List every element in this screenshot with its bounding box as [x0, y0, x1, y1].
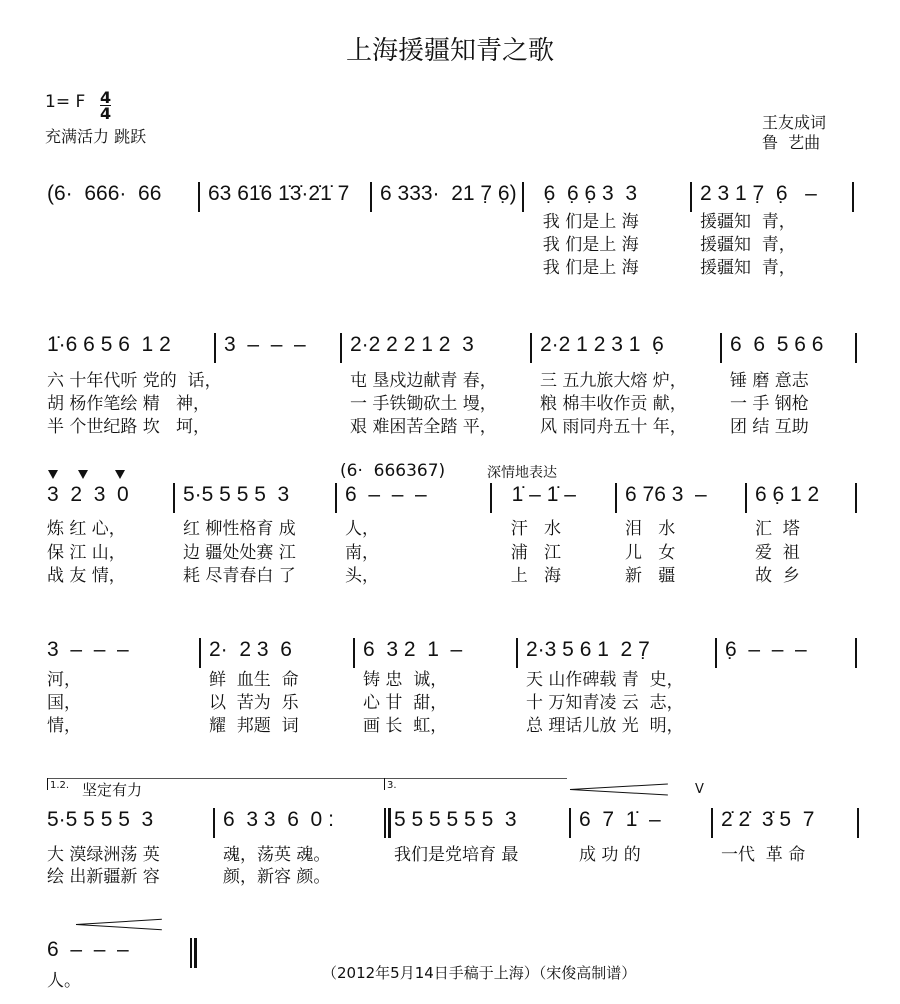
lyricist-credit: 王友成词	[762, 113, 827, 132]
lyric-verse-3: 上 海	[500, 566, 562, 586]
barline	[857, 808, 859, 838]
measure-notes: 6̣ – – –	[725, 638, 807, 661]
lyric-verse-1: 我 们是上 海	[532, 212, 639, 232]
lyric-verse-3: 艰 难困苦全踏 平，	[350, 417, 497, 437]
barline	[214, 333, 216, 363]
barline	[615, 483, 617, 513]
time-signature	[100, 90, 111, 121]
volta-expression: 坚定有力	[82, 781, 143, 799]
barline	[384, 808, 386, 838]
measure-notes: 3 – – –	[224, 333, 306, 356]
measure-notes: 5·5 5 5 5 3	[47, 808, 154, 831]
measure-notes: 2· 2 3 6	[209, 638, 292, 661]
measure-notes: 6 333· 21 7̣ 6̣)	[380, 182, 517, 205]
barline	[370, 182, 372, 212]
lyric-verse-1: 人，	[345, 519, 379, 539]
measure-notes: 1̇ – 1̇ –	[500, 483, 576, 506]
measure-notes: 6 76 3 –	[625, 483, 707, 506]
breath-mark: V	[695, 782, 704, 797]
time-top: 4	[100, 88, 112, 107]
measure-notes: 6̣ 6̣ 6̣ 3 3	[532, 182, 638, 205]
measure-notes: 6 3 3 6 0 :	[223, 808, 334, 831]
lyric-verse-1: 泪 水	[625, 519, 676, 539]
lyric-verse-1: 一代 革 命	[721, 845, 806, 865]
barline	[340, 333, 342, 363]
lyric-verse-2: 援疆知 青，	[700, 235, 796, 255]
measure-notes: 6 – – –	[47, 938, 129, 961]
footer-note: （2012年5月14日手稿于上海）（宋俊高制谱）	[322, 964, 637, 982]
lyric-verse-2: 粮 棉丰收作贡 献，	[540, 394, 687, 414]
lyric-verse-1: 人。	[47, 971, 81, 991]
lyric-verse-3: 总 理话儿放 光 明，	[526, 716, 684, 736]
lyric-verse-1: 天 山作碑载 青 史，	[526, 670, 684, 690]
barline	[199, 638, 201, 668]
measure-notes: 1̇·6 6 5 6 1 2	[47, 333, 171, 356]
measure-notes: 3 2 3 0	[47, 483, 129, 506]
barline	[745, 483, 747, 513]
volta-bracket-tick	[47, 778, 48, 790]
measure-notes: 2·2 1 2 3 1 6̣	[540, 333, 664, 356]
lyric-verse-2: 国，	[47, 693, 81, 713]
lyric-verse-2: 一 手铁锄砍土 墁，	[350, 394, 497, 414]
lyric-verse-2: 边 疆处处赛 江	[183, 543, 296, 563]
lyric-verse-1: 炼 红 心，	[47, 519, 126, 539]
lyric-verse-3: 新 疆	[625, 566, 676, 586]
measure-notes: 3 – – –	[47, 638, 129, 661]
barline	[690, 182, 692, 212]
measure-notes: 2̇ 2̇ 3̇ 5 7	[721, 808, 815, 831]
lyric-verse-2: 十 万知青凌 云 志，	[526, 693, 684, 713]
measure-notes: 5·5 5 5 5 3	[183, 483, 290, 506]
lyric-verse-3: 风 雨同舟五十 年，	[540, 417, 687, 437]
barline	[490, 483, 492, 513]
barline	[516, 638, 518, 668]
lyric-verse-2: 颜，新容 颜。	[223, 867, 331, 887]
song-title: 上海援疆知青之歌	[345, 36, 554, 66]
lyric-verse-1: 三 五九旅大熔 炉，	[540, 371, 687, 391]
lyric-verse-1: 屯 垦戍边献青 春，	[350, 371, 497, 391]
lyric-verse-3: 我 们是上 海	[532, 258, 639, 278]
volta-bracket-tick	[384, 778, 385, 790]
lyric-verse-3: 援疆知 青，	[700, 258, 796, 278]
lyric-verse-3: 头，	[345, 566, 379, 586]
lyric-verse-2: 儿 女	[625, 543, 676, 563]
lyric-verse-2: 绘 出新疆新 容	[47, 867, 160, 887]
interlude-notes: (6· 666367)	[340, 461, 446, 481]
lyric-verse-1: 铸 忠 诚，	[363, 670, 448, 690]
barline	[855, 638, 857, 668]
lyric-verse-2: 浦 江	[500, 543, 562, 563]
measure-notes: 2·3 5 6 1 2 7̣	[526, 638, 650, 661]
lyric-verse-2: 一 手 钢枪	[730, 394, 809, 414]
tempo-marking: 充满活力 跳跃	[45, 127, 147, 146]
lyric-verse-1: 成 功 的	[579, 845, 641, 865]
lyric-verse-2: 南，	[345, 543, 379, 563]
barline	[711, 808, 713, 838]
accent-triangle-icon	[48, 470, 58, 479]
barline	[198, 182, 200, 212]
barline	[852, 182, 854, 212]
barline	[353, 638, 355, 668]
lyric-verse-1: 魂，荡英 魂。	[223, 845, 331, 865]
volta-1-2-label: 1.2.	[50, 780, 70, 791]
final-barline	[194, 938, 197, 968]
volta-3-label: 3.	[387, 780, 397, 791]
barline	[335, 483, 337, 513]
composer-credit: 鲁 艺曲	[762, 133, 821, 152]
measure-notes: 6 6̣ 1 2	[755, 483, 820, 506]
measure-notes: (6· 666· 66	[47, 182, 162, 205]
lyric-verse-2: 胡 杨作笔绘 精 神，	[47, 394, 211, 414]
lyric-verse-1: 汗 水	[500, 519, 562, 539]
lyric-verse-2: 心 甘 甜，	[363, 693, 448, 713]
lyric-verse-2: 我 们是上 海	[532, 235, 639, 255]
barline	[530, 333, 532, 363]
lyric-verse-1: 援疆知 青，	[700, 212, 796, 232]
accent-triangle-icon	[78, 470, 88, 479]
measure-notes: 63 61̇6 1̇3̇·2̇1̇ 7	[208, 182, 350, 205]
time-bottom: 4	[100, 104, 112, 123]
barline	[715, 638, 717, 668]
measure-notes: 6 3 2 1 –	[363, 638, 463, 661]
lyric-verse-3: 耀 邦题 词	[209, 716, 299, 736]
lyric-verse-2: 保 江 山，	[47, 543, 126, 563]
barline	[569, 808, 571, 838]
barline	[173, 483, 175, 513]
key-signature: 1= F	[45, 92, 86, 112]
lyric-verse-3: 半 个世纪路 坎 坷，	[47, 417, 211, 437]
crescendo-hairpin	[570, 789, 668, 795]
measure-notes: 5 5 5 5 5 5 3	[394, 808, 517, 831]
expression-mark: 深情地表达	[487, 465, 557, 481]
lyric-verse-3: 耗 尽青春白 了	[183, 566, 296, 586]
barline	[190, 938, 192, 968]
measure-notes: 6 – – –	[345, 483, 427, 506]
crescendo-hairpin	[76, 924, 162, 930]
barline	[522, 182, 524, 212]
barline	[213, 808, 215, 838]
lyric-verse-1: 六 十年代听 党的 话，	[47, 371, 222, 391]
accent-triangle-icon	[115, 470, 125, 479]
lyric-verse-1: 汇 塔	[755, 519, 800, 539]
lyric-verse-3: 情，	[47, 716, 81, 736]
repeat-barline	[388, 808, 391, 838]
measure-notes: 2·2 2 2 1 2 3	[350, 333, 474, 356]
lyric-verse-3: 团 结 互助	[730, 417, 809, 437]
lyric-verse-1: 大 漠绿洲荡 英	[47, 845, 160, 865]
lyric-verse-3: 故 乡	[755, 566, 800, 586]
barline	[855, 333, 857, 363]
lyric-verse-1: 锤 磨 意志	[730, 371, 809, 391]
lyric-verse-3: 画 长 虹，	[363, 716, 448, 736]
lyric-verse-1: 鲜 血生 命	[209, 670, 299, 690]
lyric-verse-2: 以 苦为 乐	[209, 693, 299, 713]
barline	[855, 483, 857, 513]
lyric-verse-3: 战 友 情，	[47, 566, 126, 586]
lyric-verse-1: 河，	[47, 670, 81, 690]
measure-notes: 6 7 1̇ –	[579, 808, 661, 831]
lyric-verse-1: 红 柳性格育 成	[183, 519, 296, 539]
lyric-verse-1: 我们是党培育 最	[394, 845, 519, 865]
measure-notes: 2 3 1 7̣ 6̣ –	[700, 182, 817, 205]
measure-notes: 6 6 5 6 6	[730, 333, 824, 356]
barline	[720, 333, 722, 363]
lyric-verse-2: 爱 祖	[755, 543, 800, 563]
